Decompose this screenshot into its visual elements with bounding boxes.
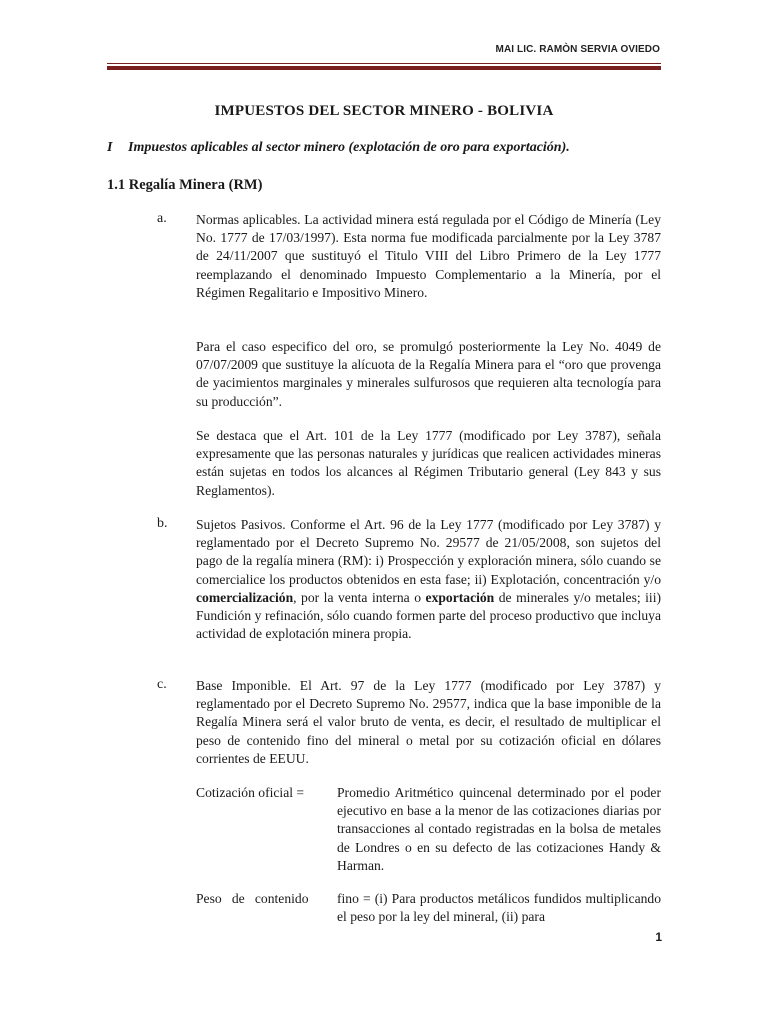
subsection-heading: 1.1 Regalía Minera (RM) [107,177,263,193]
item-a-paragraph-2: Para el caso especifico del oro, se promulgó posteriormente la Ley No. 4049 de 07/07/2009 que sustituye la alícuota de la Regalía Minera para el “oro que provenga de yacimientos marginales y minerales sulfurosos que requieren alta tecnología para su producción”. [196,339,661,409]
section-heading-text: Impuestos aplicables al sector minero (explotación de oro para exportación). [128,140,570,155]
item-a-paragraph-3: Se destaca que el Art. 101 de la Ley 1777 (modificado por Ley 3787), señala expresamente que las personas naturales y jurídicas que realicen actividades mineras están sujetas en todos los alcances al Régimen Tributario general (Ley 843 y sus Reglamentos). [196,428,661,498]
item-c-paragraph: Base Imponible. El Art. 97 de la Ley 1777 (modificado por Ley 3787) y reglamentado por el Decreto Supremo No. 29577, indica que la base imponible de la Regalía Minera será el valor bruto de venta, es decir, el resultado de multiplicar el peso de contenido fino del mineral o metal por su cotización oficial en dólares corrientes de EEUU. [196,678,661,766]
section-number: I [107,140,113,155]
item-b-text-2: , por la venta interna o [293,589,426,605]
definition-text: fino = (i) Para productos metálicos fundidos multiplicando el peso por la ley del mineral, (ii) para [337,891,661,925]
item-b-text-3: de minerales y/o metales; iii) Fundición y refinación, sólo cuando formen parte del proceso productivo que incluya actividad de explotación minera propia. [196,589,662,642]
page-number: 1 [655,930,662,944]
header-rule-thin [107,63,661,64]
item-b-paragraph [196,516,661,643]
header-author: MAI LIC. RAMÒN SERVIA OVIEDO [495,44,660,55]
header-rule-thick [107,66,661,70]
item-b-text-1: Sujetos Pasivos. Conforme el Art. 96 de la Ley 1777 (modificado por Ley 3787) y reglamentado por el Decreto Supremo No. 29577 de 21/05/2008, son sujetos del pago de la regalía minera (RM): i) Prospección y exploración minera, sólo cuando se comercialice los productos obtenidos en esta fase; ii) Explotación, concentración y/o [196,517,661,587]
definition-label: Cotización oficial = [196,785,305,800]
document-title: IMPUESTOS DEL SECTOR MINERO - BOLIVIA [214,103,554,119]
item-c-letter: c. [157,677,167,692]
section-heading [107,140,570,156]
item-b-bold-commercialization: comercialización [196,589,294,605]
item-a-paragraph-1: Normas aplicables. La actividad minera está regulada por el Código de Minería (Ley No. 1777 de 17/03/1997). Esta norma fue modificada parcialmente por la Ley 3787 de 24/11/2007 que sustituyó el Titulo VIII del Libro Primero de la Ley 1777 reemplazando el denominado Impuesto Complementario a la Minería, por el Régimen Regalitario e Impositivo Minero. [196,212,661,300]
definition-text: Promedio Aritmético quincenal determinado por el poder ejecutivo en base a la menor de las cotizaciones diarias por transacciones al contado registradas en la bolsa de metales de Londres o en su defecto de las cotizaciones Handy & Harman. [337,785,661,873]
definition-label: Peso de contenido [196,891,309,906]
item-b-bold-exportation: exportación [425,589,495,605]
item-b-letter: b. [157,516,168,531]
item-a-letter: a. [157,211,167,226]
